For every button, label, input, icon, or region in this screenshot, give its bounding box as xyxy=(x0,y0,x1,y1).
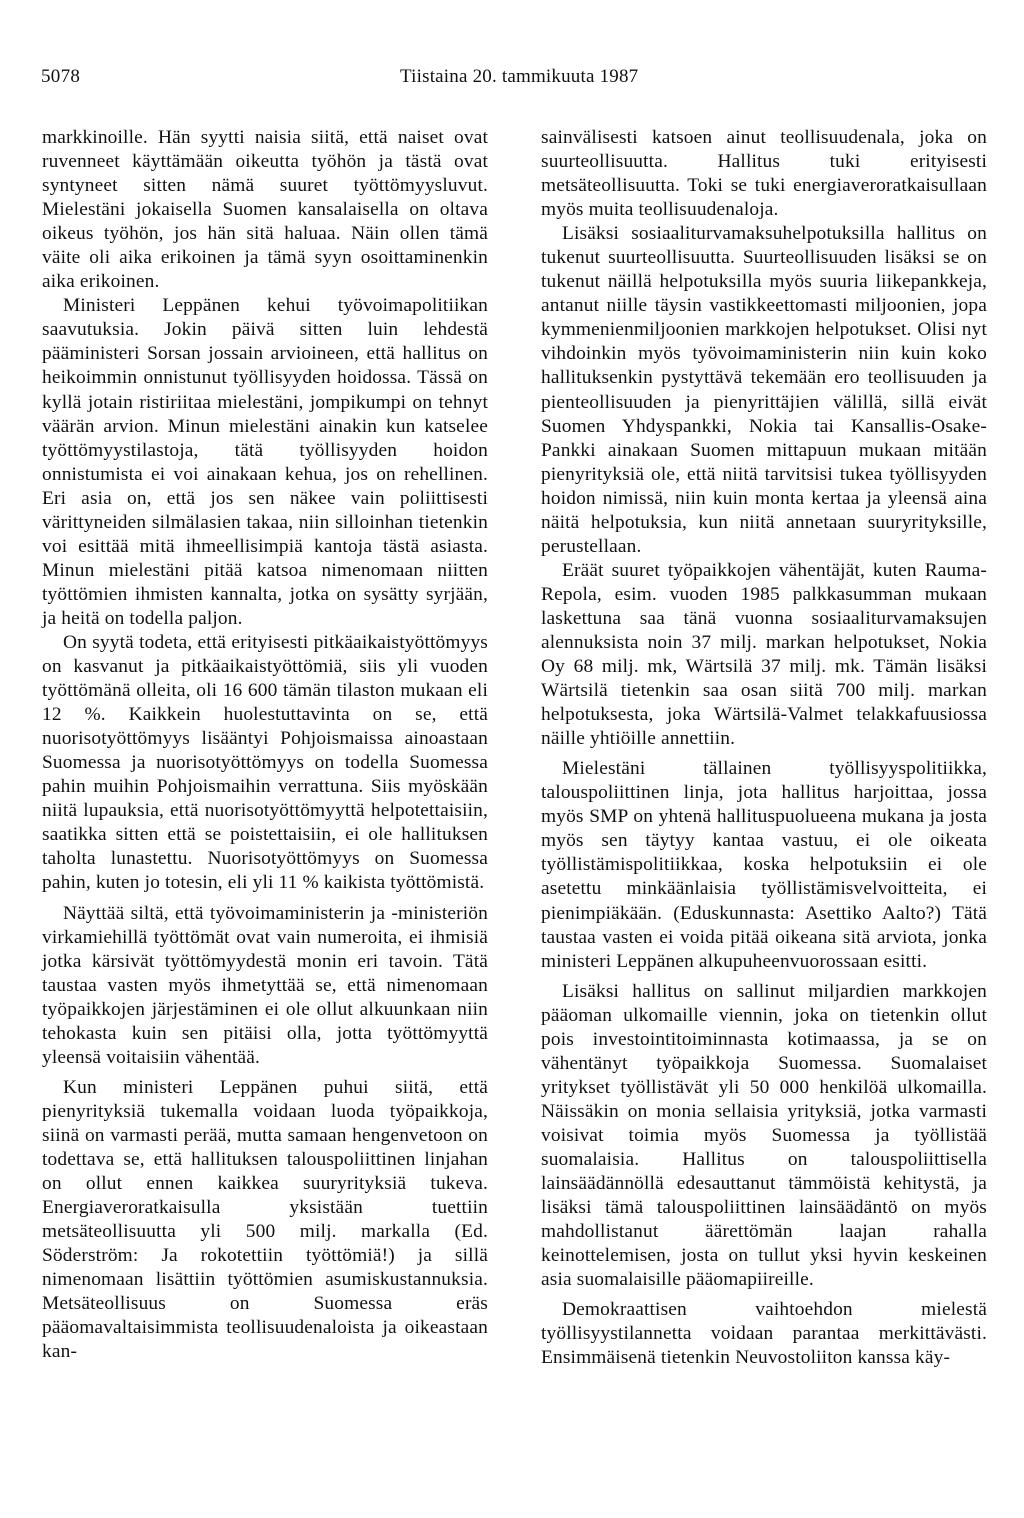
paragraph: On syytä todeta, että erityisesti pitkäaikaistyöttömyys on kasvanut ja pitkäaikaistyöttömiä, siis yli vuoden työttömänä olleita, oli 16 600 tämän tilaston mukaan eli 12 %. Kaikkein huolestuttavinta on se, että nuorisotyöttömyys lisääntyi Pohjoismaissa ainoastaan Suomessa ja nuorisotyöttömyys on todella Suomessa pahin muihin Pohjoismaihin verrattuna. Siis myöskään niitä lupauksia, että nuorisotyöttömyyttä helpotettaisiin, saatikka sitten että se poistettaisiin, ei ole hallituksen taholta lunastettu. Nuorisotyöttömyys on Suomessa pahin, kuten jo totesin, eli yli 11 % kaikista työttömistä. xyxy=(42,631,488,894)
paragraph: Mielestäni tällainen työllisyyspolitiikka, talouspoliittinen linja, jota hallitus harjoittaa, jossa myös SMP on yhtenä hallituspuolueena mukana ja josta myös sen täytyy kantaa vastuu, ei ole oikeata työllistämispolitiikkaa, koska helpotuksiin ei ole asetettu minkäänlaisia työllistämisvelvoitteita, ei pienimpiäkään. (Eduskunnasta: Asettiko Aalto?) Tätä taustaa vasten ei voida pitää oikeana sitä arviota, jonka ministeri Leppänen alkupuheenvuorossaan esitti. xyxy=(541,758,987,972)
running-title: Tiistaina 20. tammikuuta 1987 xyxy=(400,66,639,87)
paragraph: Lisäksi sosiaaliturvamaksuhelpotuksilla hallitus on tukenut suurteollisuutta. Suurteollisuuden lisäksi se on tukenut näillä helpotuksilla myös suuria liikepankkeja, antanut niille täysin vastikkeettomasti miljoonien, jopa kymmenienmiljoonien markkojen helpotukset. Olisi nyt vihdoinkin myös työvoimaministerin niin kuin koko hallituksenkin pystyttävä tekemään ero teollisuuden ja pienteollisuuden ja pienyrittäjien välillä, sillä eivät Suomen Yhdyspankki, Nokia tai Kansallis-Osake-Pankki ainakaan Suomen mittapuun mukaan mitään pienyrityksiä ole, että niitä tarvitsisi tukea työllisyyden hoidon nimissä, niin kuin monta kertaa ja yleensä aina näitä helpotuksia, kun niitä annetaan suuryrityksille, perustellaan. xyxy=(541,223,987,557)
right-column xyxy=(541,126,987,1370)
paragraph: Näyttää siltä, että työvoimaministerin ja -ministeriön virkamiehillä työttömät ovat vain numeroita, ei ihmisiä jotka kärsivät työttömyydestä monin eri tavoin. Tätä taustaa vasten myös ihmetyttää se, että nimenomaan työpaikkojen järjestäminen ei ole ollut alkuunkaan niin tehokasta kuin sen pitäisi olla, jotta työttömyyttä yleensä voitaisiin vähentää. xyxy=(42,902,488,1068)
paragraph: Kun ministeri Leppänen puhui siitä, että pienyrityksiä tukemalla voidaan luoda työpaikkoja, siinä on varmasti perää, mutta samaan hengenvetoon on todettava se, että hallituksen talouspoliittinen linjahan on ollut ennen kaikkea suuryrityksiä tukeva. Energiaveroratkaisulla yksistään tuettiin metsäteollisuutta yli 500 milj. markalla (Ed. Söderström: Ja rokotettiin työttömiä!) ja sillä nimenomaan lisättiin työttömien asumiskustannuksia. Metsäteollisuus on Suomessa eräs pääomavaltaisimmista teollisuudenaloista ja oikeastaan kan- xyxy=(42,1076,488,1363)
paragraph: Ministeri Leppänen kehui työvoimapolitiikan saavutuksia. Jokin päivä sitten luin lehdestä pääministeri Sorsan jossain arvioineen, että hallitus on heikoimmin onnistunut työllisyyden hoidossa. Tässä on kyllä jotain ristiriitaa mielestäni, jompikumpi on tehnyt väärän arvion. Minun mielestäni ainakin kun katselee työttömyystilastoja, tätä työllisyyden hoidon onnistumista ei voi ainakaan kehua, jos on rehellinen. Eri asia on, että jos sen näkee vain poliittisesti värittyneiden silmälasien takaa, niin silloinhan tietenkin voi esittää mitä ihmeellisimpiä kantoja tästä asiasta. Minun mielestäni pitää katsoa nimenomaan niitten työttömien ihmisten kannalta, jotka on sysätty syrjään, ja heitä on todella paljon. xyxy=(42,295,488,629)
paragraph: markkinoille. Hän syytti naisia siitä, että naiset ovat ruvenneet käyttämään oikeutta työhön ja tästä ovat syntyneet sitten nämä suuret työttömyysluvut. Mielestäni jokaisella Suomen kansalaisella on oltava oikeus työhön, jos hän sitä haluaa. Näin ollen tämä väite oli aika erikoinen ja tämä syyn osoittaminenkin aika erikoinen. xyxy=(42,127,488,293)
paragraph: Eräät suuret työpaikkojen vähentäjät, kuten Rauma-Repola, esim. vuoden 1985 palkkasumman mukaan laskettuna saa tänä vuonna sosiaaliturvamaksujen alennuksista noin 37 milj. markan helpotukset, Nokia Oy 68 milj. mk, Wärtsilä 37 milj. mk. Tämän lisäksi Wärtsilä tietenkin saa osan siitä 700 milj. markan helpotuksesta, joka Wärtsilä-Valmet telakkafuusiossa näille yhtiöille annettiin. xyxy=(541,559,987,750)
page-number: 5078 xyxy=(41,66,81,87)
paragraph: sainvälisesti katsoen ainut teollisuudenala, joka on suurteollisuutta. Hallitus tuki erityisesti metsäteollisuutta. Toki se tuki energiaveroratkaisullaan myös muita teollisuudenaloja. xyxy=(541,127,987,221)
paragraph: Lisäksi hallitus on sallinut miljardien markkojen pääoman ulkomaille viennin, joka on tietenkin ollut pois investointitoiminnasta kotimaassa, ja se on vähentänyt työpaikkoja Suomessa. Suomalaiset yritykset työllistävät yli 50 000 henkilöä ulkomailla. Näissäkin on monia sellaisia yrityksiä, jotka varmasti voisivat toimia myös Suomessa ja työllistää suomalaisia. Hallitus on talouspoliittisella lainsäädännöllä edesauttanut tämmöistä kehitystä, ja lisäksi tämä talouspoliittinen lainsäädäntö on myös mahdollistanut äärettömän laajan rahalla keinottelemisen, josta on tullut yksi hyvin keskeinen asia suomalaisille pääomapiireille. xyxy=(541,980,987,1291)
paragraph: Demokraattisen vaihtoehdon mielestä työllisyystilannetta voidaan parantaa merkittävästi. Ensimmäisenä tietenkin Neuvostoliiton kanssa käy- xyxy=(541,1299,987,1369)
left-column xyxy=(42,126,488,1364)
